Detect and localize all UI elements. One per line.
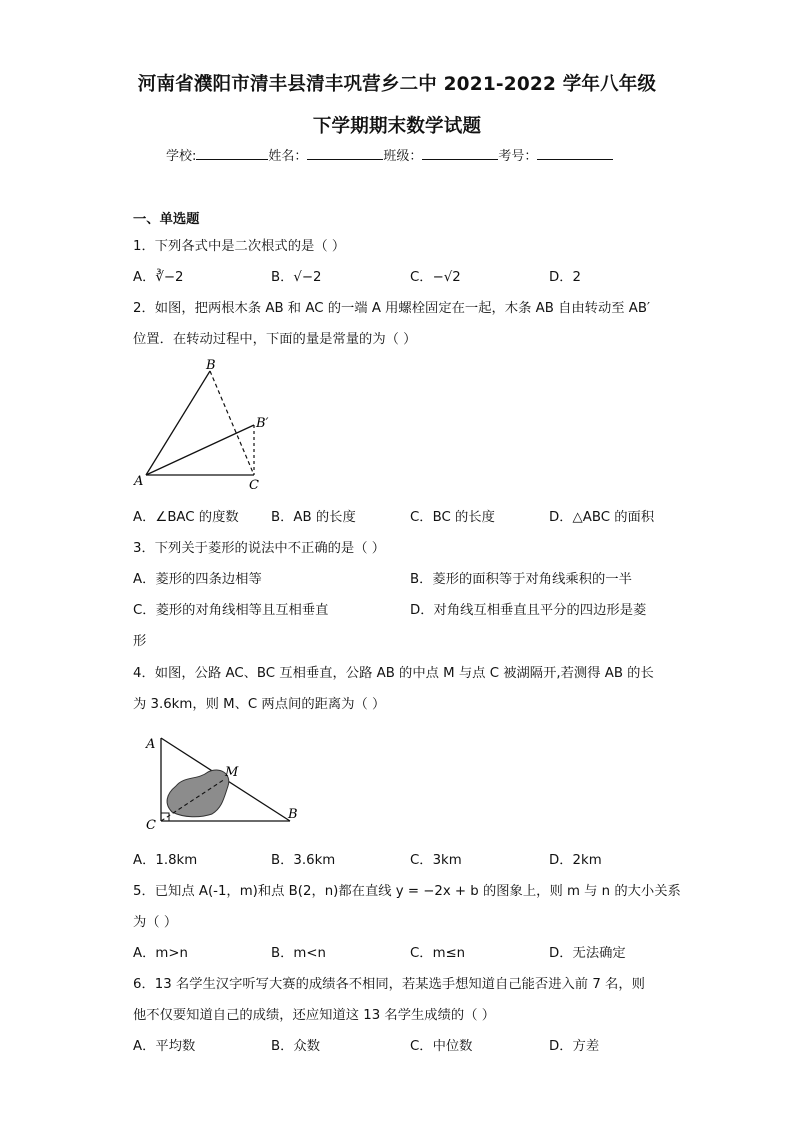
q6-option-c[interactable]: C．中位数	[410, 1039, 473, 1054]
question-6-stem-line2: 他不仅要知道自己的成绩，还应知道这 13 名学生成绩的（ ）	[133, 1008, 496, 1023]
label-C: C	[249, 478, 259, 493]
q4-option-a[interactable]: A．1.8km	[133, 853, 198, 868]
school-field[interactable]	[196, 147, 268, 160]
dashed-BC	[210, 371, 254, 475]
lake-shape	[167, 770, 229, 817]
q6-option-b[interactable]: B．众数	[271, 1039, 321, 1054]
q6-option-d[interactable]: D．方差	[549, 1039, 600, 1054]
question-3-stem: 3．下列关于菱形的说法中不正确的是（ ）	[133, 541, 386, 556]
class-field[interactable]	[422, 147, 498, 160]
section-title: 一、单选题	[133, 212, 200, 227]
q6-option-a[interactable]: A．平均数	[133, 1039, 196, 1054]
question-4-stem-line2: 为 3.6km，则 M、C 两点间的距离为（ ）	[133, 697, 386, 712]
q3-option-d[interactable]: D．对角线互相垂直且平分的四边形是菱	[410, 603, 647, 618]
name-label: 姓名：	[268, 149, 308, 164]
q1-option-c[interactable]: C．−√2	[410, 270, 461, 285]
q4-option-d[interactable]: D．2km	[549, 853, 602, 868]
q5-option-a[interactable]: A．m>n	[133, 946, 188, 961]
question-6-stem-line1: 6．13 名学生汉字听写大赛的成绩各不相同，若某选手想知道自己能否进入前 7 名，则	[133, 977, 645, 992]
label-B-prime: B′	[256, 416, 269, 431]
label-M: M	[225, 765, 239, 780]
label-B: B	[206, 358, 216, 373]
q3-option-d-continued: 形	[133, 634, 147, 649]
q2-option-d[interactable]: D．△ABC 的面积	[549, 510, 655, 525]
label-B: B	[288, 807, 298, 822]
q3-option-b[interactable]: B．菱形的面积等于对角线乘积的一半	[410, 572, 632, 587]
name-field[interactable]	[307, 147, 383, 160]
q2-option-a[interactable]: A．∠BAC 的度数	[133, 510, 239, 525]
exam-title-line2: 下学期期末数学试题	[312, 116, 482, 137]
q2-rotating-sticks-figure	[128, 355, 278, 495]
label-C: C	[146, 818, 156, 833]
q4-lake-road-figure	[140, 728, 315, 833]
q2-option-b[interactable]: B．AB 的长度	[271, 510, 356, 525]
q1-option-a[interactable]: A．∛−2	[133, 270, 184, 285]
school-label: 学校:	[166, 149, 197, 164]
question-2-stem-line2: 位置．在转动过程中，下面的量是常量的为（ ）	[133, 332, 417, 347]
q5-option-b[interactable]: B．m<n	[271, 946, 326, 961]
q5-option-d[interactable]: D．无法确定	[549, 946, 626, 961]
student-info-row	[166, 145, 613, 164]
q3-option-a[interactable]: A．菱形的四条边相等	[133, 572, 262, 587]
q4-option-c[interactable]: C．3km	[410, 853, 462, 868]
q1-option-b[interactable]: B．√−2	[271, 270, 322, 285]
q4-option-b[interactable]: B．3.6km	[271, 853, 336, 868]
q1-option-d[interactable]: D．2	[549, 270, 581, 285]
segment-AB	[146, 371, 210, 475]
question-1-stem: 1．下列各式中是二次根式的是（ ）	[133, 239, 346, 254]
exam-title-line1: 河南省濮阳市清丰县清丰巩营乡二中 2021-2022 学年八年级	[137, 74, 657, 95]
question-4-stem-line1: 4．如图，公路 AC、BC 互相垂直，公路 AB 的中点 M 与点 C 被湖隔开,若测得 AB 的长	[133, 666, 654, 681]
class-label: 班级：	[383, 149, 423, 164]
question-5-stem-line2: 为（ ）	[133, 915, 178, 930]
q5-option-c[interactable]: C．m≤n	[410, 946, 466, 961]
label-A: A	[134, 474, 144, 489]
q2-option-c[interactable]: C．BC 的长度	[410, 510, 495, 525]
label-A: A	[146, 737, 156, 752]
number-field[interactable]	[537, 147, 613, 160]
number-label: 考号：	[498, 149, 538, 164]
q3-option-c[interactable]: C．菱形的对角线相等且互相垂直	[133, 603, 329, 618]
segment-AB-prime	[146, 425, 254, 475]
question-5-stem-line1: 5．已知点 A(-1，m)和点 B(2，n)都在直线 y = −2x + b 的图象上，则 m 与 n 的大小关系	[133, 884, 681, 899]
question-2-stem-line1: 2．如图，把两根木条 AB 和 AC 的一端 A 用螺栓固定在一起，木条 AB 自由转动至 AB′	[133, 301, 651, 316]
